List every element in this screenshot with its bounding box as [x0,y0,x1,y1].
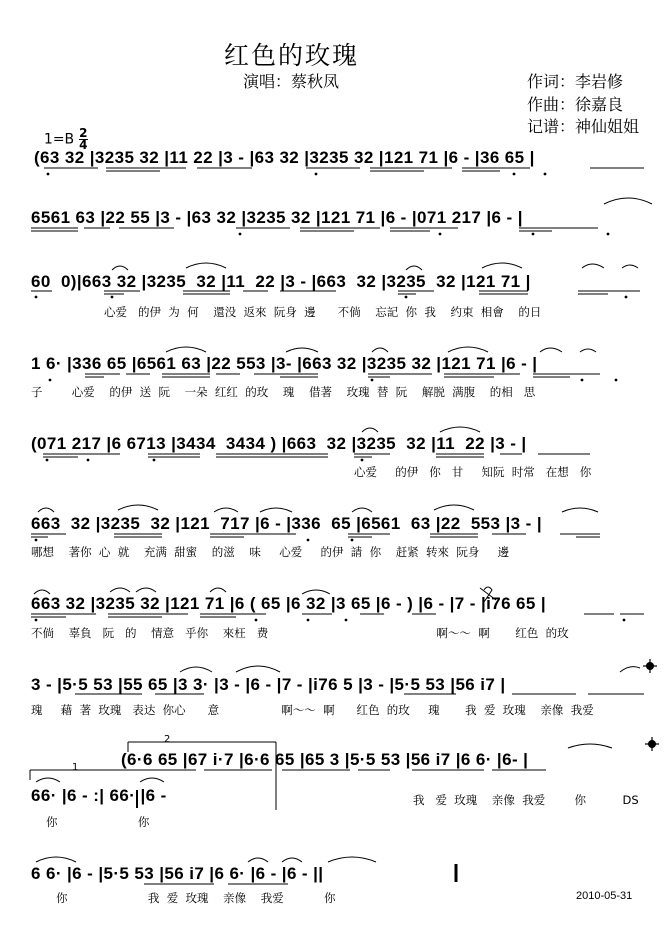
row-7-segno [480,587,496,602]
row-6-slurs [38,505,598,512]
volta-brackets [30,742,276,810]
row-8-slurs [180,666,640,672]
score-row-4-notes: 1 6· |336 65 |6561 63 |22 553 |3- |663 32 |3235 32 |121 71 |6 - | [31,354,538,373]
score-row-5-lyrics: 心爱 的伊 你 甘 知阮 时常 在想 你 [354,465,592,479]
score-row-8-lyrics: 瑰 藉 著 玫瑰 表达 你心 意 啊～～ 啊 红色 的玫 瑰 我 爱 玫瑰 亲像 我爱 [31,703,594,717]
score-row-3-lyrics: 心爱 的伊 为 何 還没 返來 阮身 邊 不倘 忘記 你 我 约束 相會 的日 [104,305,542,319]
row-4-octave-dots [49,379,618,382]
row-3-beams [31,291,640,294]
row-7-beams [31,614,644,617]
row-5-slurs [362,427,480,432]
volta-second-number: 2 [164,734,171,745]
row-1-beams [44,168,644,171]
row-4-beams [85,374,600,377]
row-6-octave-dots [35,539,354,542]
score-row-9-notes: (6·6 65 |67 i·7 |6·6 65 |65 3 |5·5 53 |56 i7 |6 6· |6- | [121,750,529,769]
row-11-slurs [36,857,376,862]
key-label: 1=B [43,131,75,148]
row-9-coda [645,737,659,751]
row-8-coda [643,659,657,673]
row-3-octave-dots [35,296,628,299]
score-row-7-lyrics: 不倘 辜負 阮 的 情意 乎你 來枉 费 啊～～ 啊 红色 的玫 [31,626,569,640]
score-row-6-notes: 663 32 |3235 32 |121 717 |6 - |336 65 |6561 63 |22 553 |3 - | [31,514,542,533]
singer-credit: 演唱：蔡秋凤 [243,72,340,91]
row-2-beams [31,228,598,231]
score-row-8-notes: 3 - |5·5 53 |55 65 |3 3· |3 - |6 - |7 - |i76 5 |3 - |5·5 53 |56 i7 | [31,675,506,694]
row-7-octave-dots [35,619,626,622]
score-row-6-lyrics: 哪想 著你 心 就 充满 甜蜜 的滋 味 心爱 的伊 請 你 赶紧 转來 阮身 邊 [31,545,510,559]
row-5-octave-dots [46,459,364,462]
score-row-9-lyrics: 我 爱 玫瑰 亲像 我爱 你 DS [413,793,639,807]
song-title: 红色的玫瑰 [224,41,360,70]
row-7-slurs [34,588,330,594]
score-row-5-notes: (071 217 |6 6713 |3434 3434 ) |663 32 |3235 32 |11 22 |3 - | [31,434,527,453]
score-row-10-lyrics: 你 你 [46,815,150,829]
row-9-slurs [36,744,612,782]
lyricist-credit: 作词：李岩修 [527,72,624,91]
score-row-10-notes: 66· |6 - :| 66· |6 - [31,786,167,805]
score-row-3-notes: 60 0)|663 32 |3235 32 |11 22 |3 - |663 32 |3235 32 |121 71 | [31,272,531,291]
score-row-11-notes: 6 6· |6 - |5·5 53 |56 i7 |6 6· |6 - |6 - || [31,864,324,883]
composer-credit: 作曲：徐嘉良 [527,95,624,114]
score-row-4-lyrics: 子 心爱 的伊 送 阮 一朵 红红 的玫 瑰 借著 玫瑰 替 阮 解脱 满腹 的相 思 [31,385,536,399]
score-row-1-notes: (63 32 |3235 32 |11 22 |3 - |63 32 |3235 32 |121 71 |6 - |36 65 | [34,148,535,167]
score-row-2-notes: 6561 63 |22 55 |3 - |63 32 |3235 32 |121 71 |6 - |071 217 |6 - | [31,208,523,227]
row-1-octave-dots [47,173,547,176]
volta-first-number: 1 [72,762,79,773]
row-5-beams [43,454,590,457]
transcription-date: 2010-05-31 [576,890,633,902]
score-row-11-lyrics: 你 我 爱 玫瑰 亲像 我爱 你 [56,891,336,905]
row-2-slur [604,198,652,204]
row-3-slurs [112,263,638,270]
row-2-octave-dots [239,233,610,236]
row-6-beams [31,534,600,537]
transcriber-credit: 记谱：神仙姐姐 [527,117,640,136]
score-row-7-notes: 663 32 |3235 32 |121 71 |6 ( 65 |6 32 |3 65 |6 - ) |6 - |7 - |i76 65 | [31,594,547,613]
row-4-slurs [166,347,596,352]
time-sig-bottom: 4 [79,138,88,152]
time-sig-top: 2 [79,126,88,140]
